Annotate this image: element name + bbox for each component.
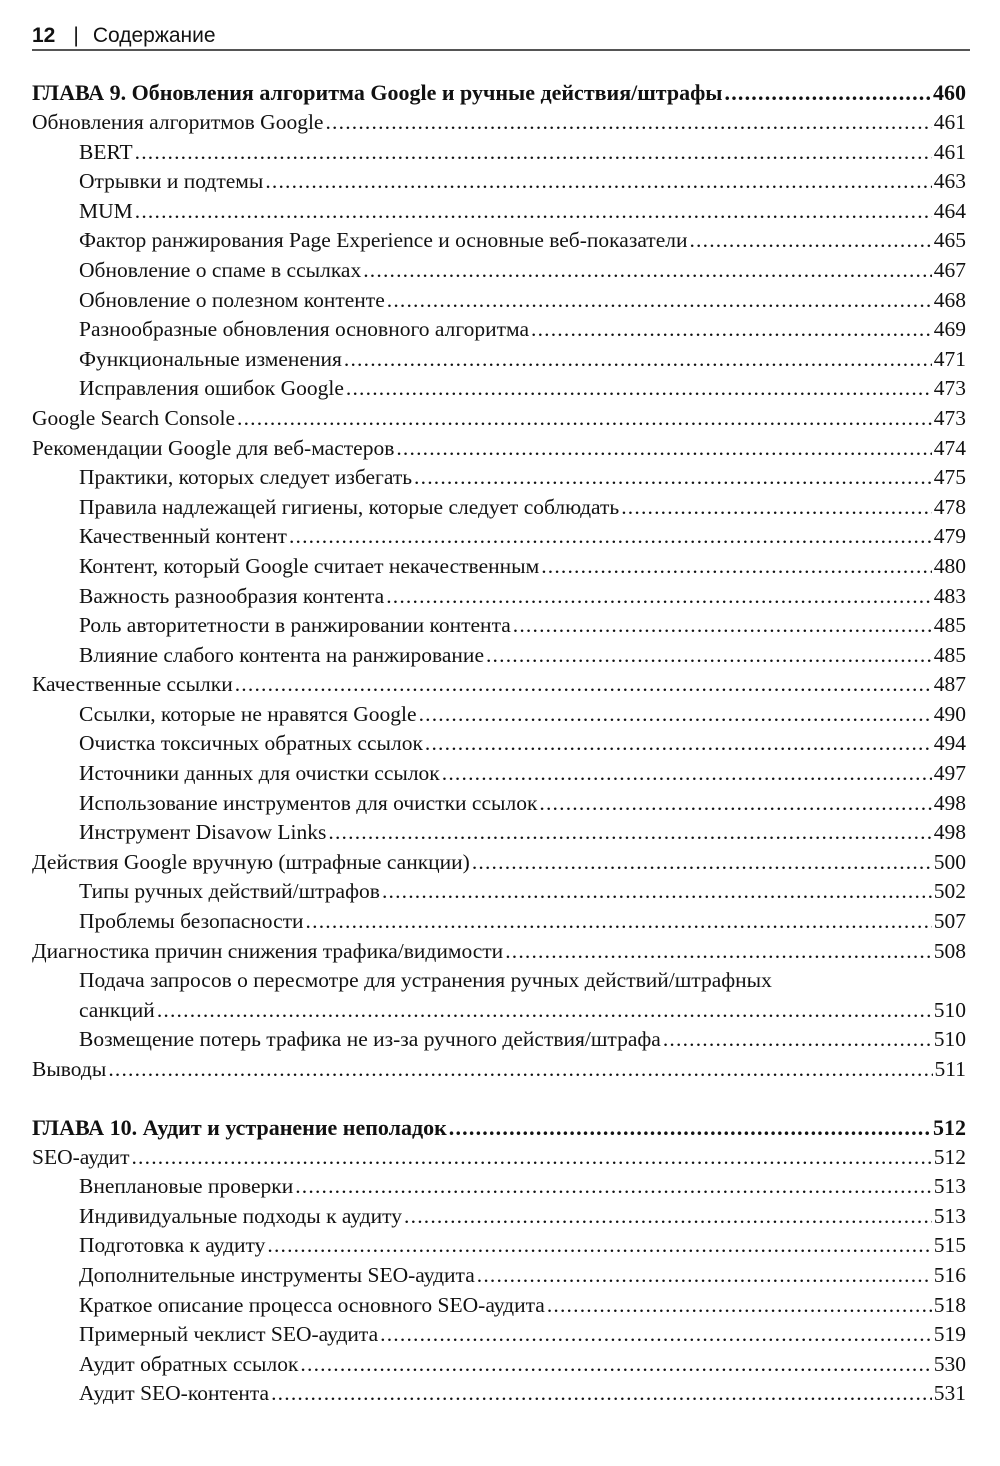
toc-entry[interactable] — [32, 345, 966, 375]
toc-entry-page: 485 — [933, 613, 966, 638]
toc-entry[interactable] — [32, 256, 966, 286]
toc-entry-title: Качественный контент — [79, 524, 287, 549]
toc-entry-page: 479 — [933, 524, 966, 549]
toc-entry-title: Качественные ссылки — [32, 672, 233, 697]
toc-entry-title: Аудит SEO-контента — [79, 1381, 270, 1406]
dot-leader — [621, 493, 932, 523]
dot-leader — [541, 552, 932, 582]
toc-entry[interactable] — [32, 789, 966, 819]
toc-entry[interactable] — [32, 522, 966, 552]
toc-entry-page: 518 — [933, 1292, 966, 1317]
section-title: Содержание — [92, 24, 216, 47]
toc-entry[interactable] — [32, 286, 966, 316]
dot-leader — [135, 197, 932, 227]
dot-leader — [157, 996, 932, 1026]
toc-entry[interactable] — [32, 167, 966, 197]
toc-entry[interactable] — [32, 1172, 966, 1202]
dot-leader — [442, 759, 932, 789]
toc-entry-page: 513 — [933, 1203, 966, 1228]
toc-entry-title: Источники данных для очистки ссылок — [79, 761, 440, 786]
chapter-page: 460 — [933, 80, 966, 105]
dot-leader — [271, 1379, 932, 1409]
dot-leader — [486, 641, 932, 671]
toc-entry[interactable] — [32, 641, 966, 671]
toc-entry-page: 530 — [933, 1351, 966, 1376]
toc-entry-page: 531 — [933, 1381, 966, 1406]
toc-entry-title: Разнообразные обновления основного алгоритма — [79, 317, 529, 342]
dot-leader — [547, 1291, 932, 1321]
toc-entry[interactable] — [32, 877, 966, 907]
dot-leader — [235, 670, 932, 700]
toc-entry-page: 478 — [933, 494, 966, 519]
toc-entry-page: 471 — [933, 346, 966, 371]
toc-entry[interactable] — [32, 493, 966, 523]
toc-entry-page: 461 — [933, 110, 966, 134]
dot-leader — [539, 789, 931, 819]
toc-entry-title: Обновление о спаме в ссылках — [79, 257, 362, 282]
dot-leader — [344, 345, 932, 375]
dot-leader — [663, 1025, 932, 1055]
chapter-title: ГЛАВА 9. Обновления алгоритма Google и ручные действия/штрафы — [32, 80, 723, 105]
toc-entry-page: 461 — [933, 139, 966, 164]
header-rule — [32, 49, 970, 51]
toc-entry-page: 511 — [934, 1057, 966, 1081]
toc-entry[interactable] — [32, 848, 966, 878]
chapter-title: ГЛАВА 10. Аудит и устранение неполадок — [32, 1114, 447, 1140]
toc-entry-page: 473 — [933, 405, 966, 430]
toc-entry-page: 498 — [933, 790, 966, 815]
toc-entry-page: 464 — [933, 198, 966, 223]
toc-entry-title: Диагностика причин снижения трафика/видимости — [32, 938, 504, 963]
toc-entry[interactable] — [32, 1379, 966, 1409]
toc-entry-page: 490 — [933, 701, 966, 726]
dot-leader — [404, 1202, 932, 1232]
toc-entry[interactable] — [32, 1320, 966, 1350]
dot-leader — [386, 582, 932, 612]
dot-leader — [108, 1055, 932, 1085]
toc-entry[interactable] — [32, 582, 966, 612]
toc-entry[interactable] — [32, 108, 966, 138]
toc-entry-page: 467 — [933, 257, 966, 282]
toc-entry[interactable] — [32, 1025, 966, 1055]
toc-entry-page: 508 — [933, 938, 966, 963]
toc-entry-title: SEO-аудит — [32, 1144, 130, 1169]
toc-entry-title: Роль авторитетности в ранжировании контента — [79, 613, 511, 638]
chapter-heading[interactable] — [32, 1113, 966, 1143]
toc-entry-title: Типы ручных действий/штрафов — [79, 879, 380, 904]
toc-entry[interactable] — [32, 818, 966, 848]
toc-entry[interactable] — [32, 1202, 966, 1232]
dot-leader — [363, 256, 932, 286]
dot-leader — [414, 463, 932, 493]
toc-entry-title: Проблемы безопасности — [79, 909, 304, 934]
toc-entry[interactable] — [32, 404, 966, 434]
toc-entry-page: 497 — [933, 761, 966, 786]
toc-entry-page: 502 — [933, 879, 966, 904]
header-separator: | — [73, 24, 79, 47]
dot-leader — [449, 1113, 931, 1143]
page-number: 12 — [32, 24, 56, 47]
toc-entry-page: 510 — [933, 997, 966, 1022]
toc-entry[interactable] — [32, 937, 966, 967]
chapter-gap — [32, 1085, 966, 1113]
toc-entry-title: Аудит обратных ссылок — [79, 1351, 299, 1376]
dot-leader — [267, 1231, 931, 1261]
chapter-10-entries — [32, 1143, 966, 1409]
toc-entry-page: 469 — [933, 317, 966, 342]
dot-leader — [396, 434, 931, 464]
dot-leader — [689, 226, 931, 256]
toc-entry[interactable] — [32, 226, 966, 256]
toc-entry-page: 480 — [933, 553, 966, 578]
toc-entry[interactable] — [32, 463, 966, 493]
toc-entry[interactable] — [32, 315, 966, 345]
toc-entry[interactable] — [32, 1291, 966, 1321]
dot-leader — [472, 848, 932, 878]
toc-entry[interactable] — [32, 1143, 966, 1173]
table-of-contents — [32, 78, 966, 1409]
dot-leader — [477, 1261, 932, 1291]
dot-leader — [328, 818, 931, 848]
toc-entry-page: 465 — [933, 228, 966, 253]
toc-entry-title: Инструмент Disavow Links — [79, 820, 327, 845]
toc-entry-title: MUM — [79, 198, 133, 223]
toc-entry-page: 468 — [933, 287, 966, 312]
toc-entry-page: 473 — [933, 376, 966, 401]
toc-entry-page: 494 — [933, 731, 966, 756]
page-header — [32, 22, 970, 50]
toc-entry[interactable] — [32, 759, 966, 789]
toc-entry-title: Индивидуальные подходы к аудиту — [79, 1203, 403, 1228]
toc-entry-title: Исправления ошибок Google — [79, 376, 344, 401]
dot-leader — [306, 907, 932, 937]
dot-leader — [425, 729, 932, 759]
toc-entry[interactable] — [32, 434, 966, 464]
toc-entry[interactable] — [32, 552, 966, 582]
toc-entry-title: Ссылки, которые не нравятся Google — [79, 701, 417, 726]
toc-entry-title: Важность разнообразия контента — [79, 583, 385, 608]
toc-entry[interactable] — [32, 374, 966, 404]
toc-entry-title-line1: Подача запросов о пересмотре для устранения ручных действий/штрафных — [79, 968, 772, 993]
toc-entry-page: 513 — [933, 1174, 966, 1199]
chapter-heading[interactable] — [32, 78, 966, 108]
toc-entry-title: Контент, который Google считает некачественным — [79, 553, 540, 578]
toc-entry[interactable] — [32, 197, 966, 227]
toc-entry-title: Обновления алгоритмов Google — [32, 110, 324, 134]
toc-entry-title: Выводы — [32, 1057, 107, 1081]
toc-entry-title: Краткое описание процесса основного SEO-аудита — [79, 1292, 545, 1317]
toc-entry[interactable] — [32, 1231, 966, 1261]
toc-entry-title-line2: санкций — [79, 997, 155, 1022]
toc-entry-title: Очистка токсичных обратных ссылок — [79, 731, 423, 756]
dot-leader — [531, 315, 932, 345]
toc-entry-page: 512 — [933, 1144, 966, 1169]
toc-entry-title: Возмещение потерь трафика не из-за ручного действия/штрафа — [79, 1027, 661, 1052]
toc-entry-title: Практики, которых следует избегать — [79, 465, 413, 490]
toc-entry-title: Влияние слабого контента на ранжирование — [79, 642, 484, 667]
dot-leader — [295, 1172, 932, 1202]
toc-entry-page: 463 — [933, 169, 966, 194]
toc-entry[interactable] — [32, 1350, 966, 1380]
toc-entry[interactable] — [32, 907, 966, 937]
dot-leader — [382, 877, 932, 907]
toc-entry-page: 498 — [933, 820, 966, 845]
toc-entry-title: Использование инструментов для очистки ссылок — [79, 790, 538, 815]
toc-entry-page: 510 — [933, 1027, 966, 1052]
toc-entry-title: Примерный чеклист SEO-аудита — [79, 1322, 379, 1347]
dot-leader — [419, 700, 932, 730]
dot-leader — [346, 374, 932, 404]
dot-leader — [505, 937, 932, 967]
toc-entry-page: 487 — [933, 672, 966, 697]
dot-leader — [289, 522, 932, 552]
toc-entry-title: Дополнительные инструменты SEO-аудита — [79, 1262, 475, 1287]
dot-leader — [513, 611, 932, 641]
dot-leader — [725, 78, 932, 108]
toc-entry-title: Рекомендации Google для веб-мастеров — [32, 435, 395, 460]
toc-entry[interactable] — [32, 700, 966, 730]
dot-leader — [265, 167, 931, 197]
toc-entry-page: 475 — [933, 465, 966, 490]
chapter-9-entries-after — [32, 1025, 966, 1084]
toc-entry-title: Внеплановые проверки — [79, 1174, 294, 1199]
toc-entry[interactable] — [32, 729, 966, 759]
toc-entry[interactable] — [32, 670, 966, 700]
toc-entry-page: 507 — [933, 909, 966, 934]
toc-entry-page: 500 — [933, 849, 966, 874]
toc-entry-title: Обновление о полезном контенте — [79, 287, 385, 312]
toc-entry-title: Правила надлежащей гигиены, которые следует соблюдать — [79, 494, 620, 519]
dot-leader — [237, 404, 932, 434]
toc-entry-page: 483 — [933, 583, 966, 608]
toc-entry-page: 519 — [933, 1322, 966, 1347]
toc-entry[interactable] — [32, 611, 966, 641]
dot-leader — [131, 1143, 931, 1173]
toc-entry-page: 516 — [933, 1262, 966, 1287]
toc-entry-wrapped[interactable] — [32, 966, 966, 1025]
dot-leader — [300, 1350, 931, 1380]
dot-leader — [325, 108, 931, 138]
toc-entry-page: 515 — [933, 1233, 966, 1258]
toc-entry-title: BERT — [79, 139, 133, 164]
toc-entry[interactable] — [32, 1261, 966, 1291]
toc-entry-title: Функциональные изменения — [79, 346, 342, 371]
toc-entry[interactable] — [32, 138, 966, 168]
toc-entry-title: Действия Google вручную (штрафные санкции) — [32, 849, 470, 874]
toc-entry-title: Фактор ранжирования Page Experience и основные веб-показатели — [79, 228, 688, 253]
toc-entry-title: Отрывки и подтемы — [79, 169, 264, 194]
toc-entry-title: Google Search Console — [32, 405, 236, 430]
chapter-page: 512 — [933, 1114, 966, 1140]
toc-entry-title: Подготовка к аудиту — [79, 1233, 266, 1258]
dot-leader — [135, 138, 932, 168]
toc-entry[interactable] — [32, 1055, 966, 1085]
dot-leader — [380, 1320, 932, 1350]
toc-entry-page: 485 — [933, 642, 966, 667]
dot-leader — [387, 286, 932, 316]
toc-entry-page: 474 — [933, 435, 966, 460]
chapter-9-entries — [32, 108, 966, 966]
